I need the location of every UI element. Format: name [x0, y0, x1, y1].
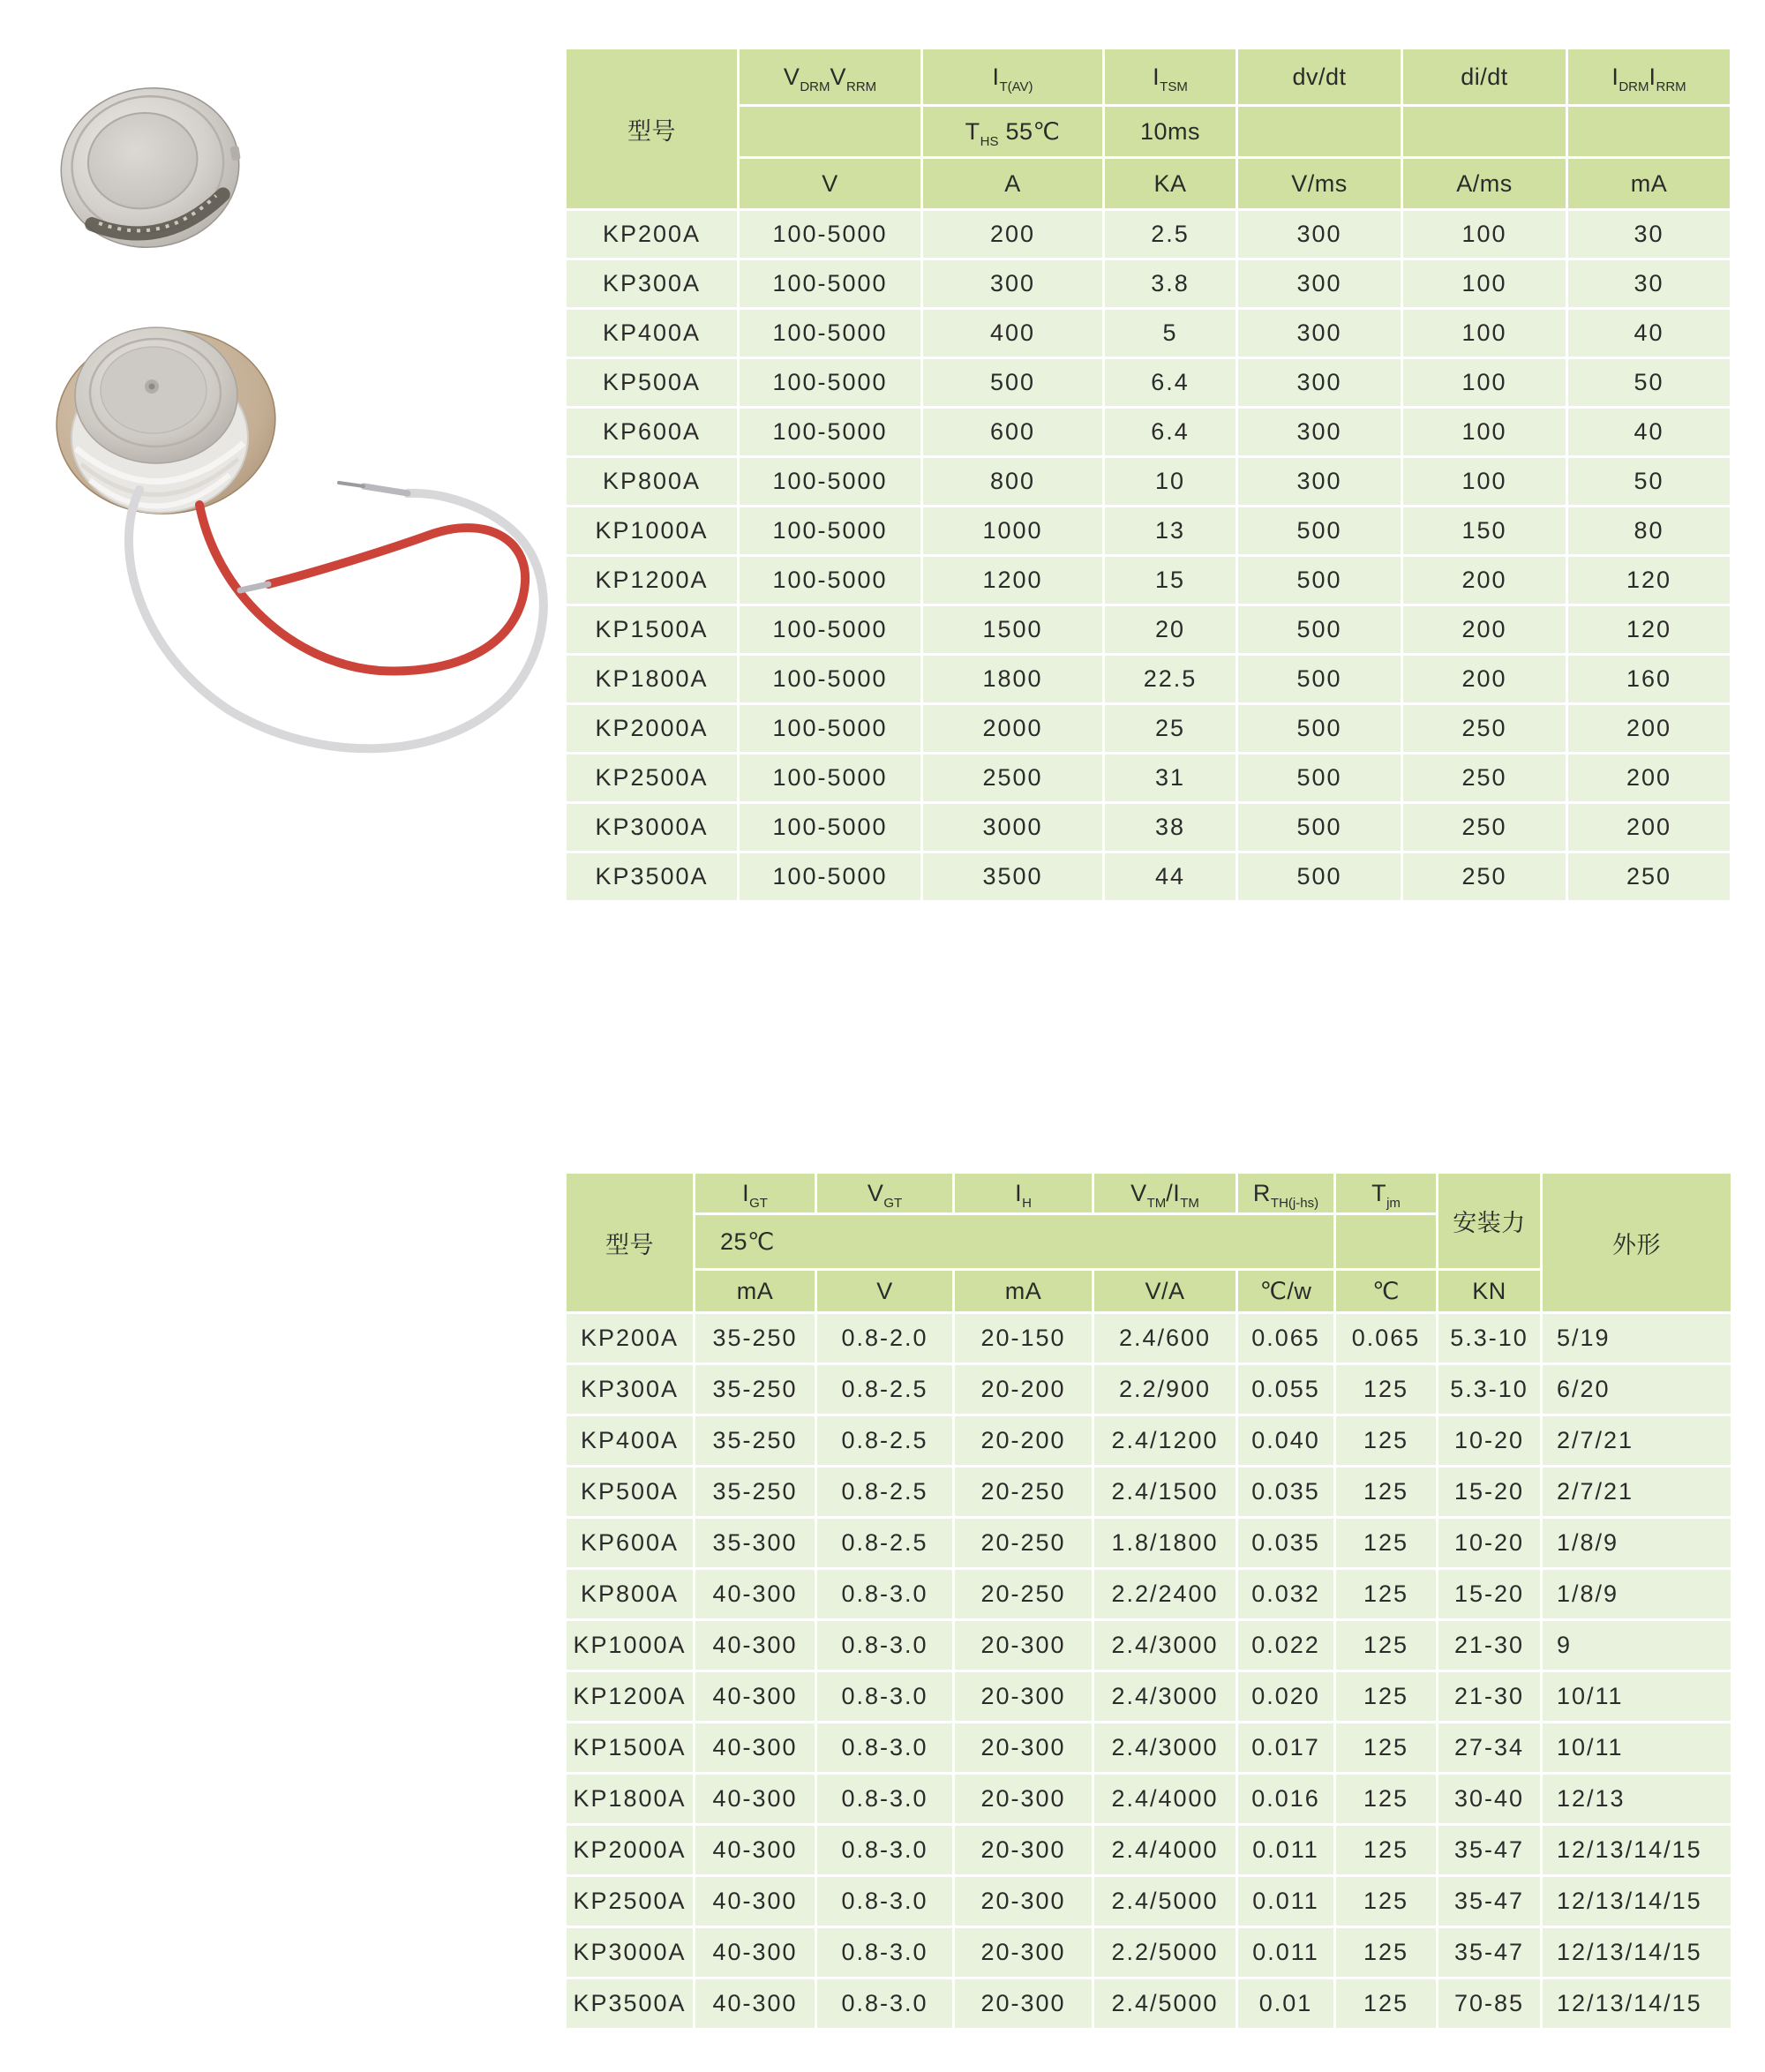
value-cell: 12/13/14/15 [1543, 1928, 1731, 1977]
value-cell: 2.4/4000 [1094, 1826, 1236, 1874]
value-cell: 6.4 [1105, 359, 1236, 406]
model-cell: KP800A [567, 458, 737, 505]
value-cell: 35-300 [695, 1519, 815, 1567]
value-cell: 1200 [923, 557, 1102, 604]
value-cell: 0.8-3.0 [817, 1672, 952, 1721]
value-cell: 20-200 [955, 1416, 1092, 1465]
value-cell: 0.8-2.5 [817, 1519, 952, 1567]
parameter-header: $V_{DRM}V_{RRM}$ [740, 49, 920, 104]
value-cell: 100-5000 [740, 853, 920, 900]
disc-thyristor-with-gate-leads-photo [26, 309, 574, 785]
value-cell: 100 [1403, 310, 1566, 357]
table-row [567, 310, 1730, 357]
table-row [567, 656, 1730, 702]
value-cell: 2.4/3000 [1094, 1723, 1236, 1772]
metal-disc-body [49, 75, 252, 260]
table-row [567, 1314, 1731, 1363]
value-cell: 125 [1336, 1775, 1436, 1823]
value-cell: 0.8-2.0 [817, 1314, 952, 1363]
value-cell: 2.2/900 [1094, 1365, 1236, 1414]
value-cell: 125 [1336, 1621, 1436, 1670]
unit-cell: V/A [1094, 1271, 1236, 1311]
value-cell: 2.4/5000 [1094, 1979, 1236, 2028]
value-cell: 1500 [923, 606, 1102, 653]
value-cell: 0.011 [1238, 1826, 1333, 1874]
value-cell: 40-300 [695, 1570, 815, 1618]
thyristor-main-ratings-table [564, 47, 1732, 903]
value-cell: 1/8/9 [1543, 1519, 1731, 1567]
value-cell: 125 [1336, 1416, 1436, 1465]
value-cell: 0.011 [1238, 1928, 1333, 1977]
value-cell: 0.8-3.0 [817, 1723, 952, 1772]
table-row [567, 1416, 1731, 1465]
parameter-header: $I_{DRM}I_{RRM}$ [1568, 49, 1730, 104]
value-cell: 125 [1336, 1979, 1436, 2028]
value-cell: 250 [1403, 804, 1566, 851]
value-cell: 250 [1568, 853, 1730, 900]
value-cell: 21-30 [1438, 1672, 1540, 1721]
value-cell: 20-300 [955, 1928, 1092, 1977]
value-cell: 2500 [923, 754, 1102, 801]
model-cell: KP300A [567, 1365, 693, 1414]
value-cell: 30 [1568, 260, 1730, 307]
value-cell: 100 [1403, 409, 1566, 455]
value-cell: 13 [1105, 507, 1236, 554]
value-cell: 35-250 [695, 1365, 815, 1414]
value-cell: 35-250 [695, 1314, 815, 1363]
value-cell: 600 [923, 409, 1102, 455]
unit-cell: mA [955, 1271, 1092, 1311]
value-cell: 125 [1336, 1468, 1436, 1516]
value-cell: 150 [1403, 507, 1566, 554]
value-cell: 400 [923, 310, 1102, 357]
model-cell: KP600A [567, 1519, 693, 1567]
metal-top-cap [75, 327, 237, 463]
condition-cell: $T_{HS}$ 55℃ [923, 107, 1102, 156]
value-cell: 10/11 [1543, 1723, 1731, 1772]
disc-thyristor-top-view-photo [49, 75, 252, 260]
value-cell: 10-20 [1438, 1519, 1540, 1567]
value-cell: 125 [1336, 1519, 1436, 1567]
unit-cell: V [740, 159, 920, 208]
value-cell: 2.5 [1105, 211, 1236, 258]
table-row [567, 705, 1730, 752]
value-cell: 15-20 [1438, 1468, 1540, 1516]
table-row [567, 804, 1730, 851]
value-cell: 100 [1403, 458, 1566, 505]
value-cell: 35-47 [1438, 1877, 1540, 1926]
value-cell: 6/20 [1543, 1365, 1731, 1414]
value-cell: 500 [1238, 507, 1401, 554]
value-cell: 2.4/3000 [1094, 1672, 1236, 1721]
table-row [567, 853, 1730, 900]
value-cell: 500 [1238, 754, 1401, 801]
value-cell: 300 [1238, 409, 1401, 455]
condition-cell [740, 107, 920, 156]
value-cell: 200 [923, 211, 1102, 258]
value-cell: 40-300 [695, 1672, 815, 1721]
value-cell: 0.8-3.0 [817, 1826, 952, 1874]
table-row [567, 507, 1730, 554]
value-cell: 31 [1105, 754, 1236, 801]
value-cell: 300 [1238, 260, 1401, 307]
table-row [567, 1621, 1731, 1670]
value-cell: 100-5000 [740, 507, 920, 554]
value-cell: 0.8-3.0 [817, 1877, 952, 1926]
wire-crimp-terminal [364, 486, 408, 493]
value-cell: 100-5000 [740, 359, 920, 406]
value-cell: 2.2/5000 [1094, 1928, 1236, 1977]
model-cell: KP500A [567, 1468, 693, 1516]
unit-cell: ℃ [1336, 1271, 1436, 1311]
value-cell: 70-85 [1438, 1979, 1540, 2028]
table-row [567, 1365, 1731, 1414]
value-cell: 20-150 [955, 1314, 1092, 1363]
value-cell: 125 [1336, 1672, 1436, 1721]
condition-cell: 25℃ [695, 1215, 1333, 1268]
value-cell: 20-300 [955, 1979, 1092, 2028]
value-cell: 1000 [923, 507, 1102, 554]
table-row [567, 1979, 1731, 2028]
model-cell: KP1000A [567, 1621, 693, 1670]
value-cell: 2/7/21 [1543, 1416, 1731, 1465]
value-cell: 40-300 [695, 1775, 815, 1823]
table-row [567, 359, 1730, 406]
parameter-header: $I_{TSM}$ [1105, 49, 1236, 104]
value-cell: 500 [923, 359, 1102, 406]
value-cell: 0.020 [1238, 1672, 1333, 1721]
table-row [567, 1775, 1731, 1823]
model-cell: KP1200A [567, 1672, 693, 1721]
value-cell: 300 [1238, 359, 1401, 406]
condition-cell [1403, 107, 1566, 156]
table-row [567, 260, 1730, 307]
value-cell: 50 [1568, 359, 1730, 406]
value-cell: 0.011 [1238, 1877, 1333, 1926]
mounting-force-header: 安装力 [1438, 1174, 1540, 1268]
outline-header: 外形 [1543, 1174, 1731, 1311]
model-cell: KP3500A [567, 853, 737, 900]
value-cell: 2.4/3000 [1094, 1621, 1236, 1670]
value-cell: 0.01 [1238, 1979, 1333, 2028]
condition-cell [1336, 1215, 1436, 1268]
value-cell: 80 [1568, 507, 1730, 554]
value-cell: 0.040 [1238, 1416, 1333, 1465]
value-cell: 20-250 [955, 1468, 1092, 1516]
model-cell: KP400A [567, 310, 737, 357]
value-cell: 10-20 [1438, 1416, 1540, 1465]
value-cell: 100-5000 [740, 754, 920, 801]
model-cell: KP1000A [567, 507, 737, 554]
table-row [567, 211, 1730, 258]
value-cell: 100-5000 [740, 458, 920, 505]
model-cell: KP2000A [567, 1826, 693, 1874]
table-row [567, 1570, 1731, 1618]
value-cell: 5/19 [1543, 1314, 1731, 1363]
value-cell: 44 [1105, 853, 1236, 900]
value-cell: 20-300 [955, 1723, 1092, 1772]
value-cell: 0.8-3.0 [817, 1621, 952, 1670]
value-cell: 0.022 [1238, 1621, 1333, 1670]
value-cell: 40-300 [695, 1928, 815, 1977]
value-cell: 20 [1105, 606, 1236, 653]
condition-cell [1238, 107, 1401, 156]
value-cell: 3000 [923, 804, 1102, 851]
value-cell: 20-300 [955, 1877, 1092, 1926]
value-cell: 20-200 [955, 1365, 1092, 1414]
value-cell: 100-5000 [740, 211, 920, 258]
parameter-header: di/dt [1403, 49, 1566, 104]
value-cell: 200 [1403, 557, 1566, 604]
value-cell: 40-300 [695, 1723, 815, 1772]
value-cell: 40-300 [695, 1826, 815, 1874]
red-gate-wire [199, 505, 525, 671]
value-cell: 100-5000 [740, 705, 920, 752]
value-cell: 38 [1105, 804, 1236, 851]
value-cell: 300 [1238, 211, 1401, 258]
value-cell: 100-5000 [740, 606, 920, 653]
value-cell: 0.8-2.5 [817, 1416, 952, 1465]
value-cell: 100 [1403, 359, 1566, 406]
value-cell: 0.8-2.5 [817, 1468, 952, 1516]
value-cell: 5.3-10 [1438, 1314, 1540, 1363]
table-row [567, 1877, 1731, 1926]
unit-cell: KN [1438, 1271, 1540, 1311]
value-cell: 20-300 [955, 1826, 1092, 1874]
value-cell: 40-300 [695, 1979, 815, 2028]
value-cell: 250 [1403, 705, 1566, 752]
model-cell: KP3000A [567, 804, 737, 851]
value-cell: 100-5000 [740, 557, 920, 604]
value-cell: 500 [1238, 557, 1401, 604]
value-cell: 30-40 [1438, 1775, 1540, 1823]
value-cell: 1/8/9 [1543, 1570, 1731, 1618]
value-cell: 3500 [923, 853, 1102, 900]
table-row [567, 1519, 1731, 1567]
model-column-header: 型号 [567, 1174, 693, 1311]
value-cell: 12/13 [1543, 1775, 1731, 1823]
value-cell: 125 [1336, 1365, 1436, 1414]
unit-cell: ℃/w [1238, 1271, 1333, 1311]
value-cell: 0.016 [1238, 1775, 1333, 1823]
value-cell: 800 [923, 458, 1102, 505]
parameter-header: $T_{jm}$ [1336, 1174, 1436, 1212]
value-cell: 100 [1403, 211, 1566, 258]
unit-cell: mA [1568, 159, 1730, 208]
value-cell: 2.4/4000 [1094, 1775, 1236, 1823]
model-cell: KP3500A [567, 1979, 693, 2028]
value-cell: 2.4/5000 [1094, 1877, 1236, 1926]
value-cell: 35-47 [1438, 1826, 1540, 1874]
parameter-header: $V_{TM}/I_{TM}$ [1094, 1174, 1236, 1212]
value-cell: 100 [1403, 260, 1566, 307]
value-cell: 100-5000 [740, 310, 920, 357]
value-cell: 100-5000 [740, 409, 920, 455]
model-cell: KP200A [567, 1314, 693, 1363]
model-cell: KP1800A [567, 656, 737, 702]
value-cell: 40-300 [695, 1621, 815, 1670]
gate-characteristics-table [564, 1171, 1733, 2031]
value-cell: 120 [1568, 557, 1730, 604]
value-cell: 2000 [923, 705, 1102, 752]
table-row [567, 1723, 1731, 1772]
value-cell: 1.8/1800 [1094, 1519, 1236, 1567]
value-cell: 125 [1336, 1877, 1436, 1926]
value-cell: 20-300 [955, 1672, 1092, 1721]
model-cell: KP200A [567, 211, 737, 258]
model-column-header: 型号 [567, 49, 737, 208]
value-cell: 1800 [923, 656, 1102, 702]
table-row [567, 557, 1730, 604]
condition-cell: 10ms [1105, 107, 1236, 156]
table-row [567, 1826, 1731, 1874]
model-cell: KP800A [567, 1570, 693, 1618]
value-cell: 300 [923, 260, 1102, 307]
model-cell: KP1500A [567, 1723, 693, 1772]
value-cell: 0.8-3.0 [817, 1570, 952, 1618]
table-row [567, 1672, 1731, 1721]
value-cell: 125 [1336, 1826, 1436, 1874]
value-cell: 100-5000 [740, 656, 920, 702]
value-cell: 0.8-3.0 [817, 1775, 952, 1823]
value-cell: 0.017 [1238, 1723, 1333, 1772]
value-cell: 12/13/14/15 [1543, 1877, 1731, 1926]
value-cell: 200 [1568, 804, 1730, 851]
model-cell: KP2500A [567, 754, 737, 801]
parameter-header: $I_{GT}$ [695, 1174, 815, 1212]
value-cell: 100-5000 [740, 260, 920, 307]
value-cell: 0.065 [1336, 1314, 1436, 1363]
unit-cell: mA [695, 1271, 815, 1311]
value-cell: 15 [1105, 557, 1236, 604]
value-cell: 300 [1238, 310, 1401, 357]
value-cell: 35-47 [1438, 1928, 1540, 1977]
value-cell: 0.8-3.0 [817, 1979, 952, 2028]
value-cell: 500 [1238, 804, 1401, 851]
value-cell: 22.5 [1105, 656, 1236, 702]
value-cell: 20-250 [955, 1519, 1092, 1567]
parameter-header: dv/dt [1238, 49, 1401, 104]
value-cell: 25 [1105, 705, 1236, 752]
value-cell: 21-30 [1438, 1621, 1540, 1670]
value-cell: 40 [1568, 310, 1730, 357]
value-cell: 2/7/21 [1543, 1468, 1731, 1516]
model-cell: KP1800A [567, 1775, 693, 1823]
model-cell: KP300A [567, 260, 737, 307]
wire-crimp-terminal [240, 584, 268, 590]
white-gate-wire [129, 483, 544, 748]
value-cell: 125 [1336, 1928, 1436, 1977]
value-cell: 5.3-10 [1438, 1365, 1540, 1414]
value-cell: 20-300 [955, 1621, 1092, 1670]
model-cell: KP2500A [567, 1877, 693, 1926]
value-cell: 10 [1105, 458, 1236, 505]
table-row [567, 606, 1730, 653]
value-cell: 2.4/1200 [1094, 1416, 1236, 1465]
model-cell: KP1500A [567, 606, 737, 653]
unit-cell: A [923, 159, 1102, 208]
value-cell: 2.2/2400 [1094, 1570, 1236, 1618]
unit-cell: V [817, 1271, 952, 1311]
value-cell: 12/13/14/15 [1543, 1979, 1731, 2028]
value-cell: 120 [1568, 606, 1730, 653]
unit-cell: V/ms [1238, 159, 1401, 208]
value-cell: 0.065 [1238, 1314, 1333, 1363]
value-cell: 500 [1238, 606, 1401, 653]
value-cell: 200 [1403, 606, 1566, 653]
parameter-header: $R_{TH(j-hs)}$ [1238, 1174, 1333, 1212]
value-cell: 2.4/1500 [1094, 1468, 1236, 1516]
value-cell: 250 [1403, 754, 1566, 801]
value-cell: 0.8-2.5 [817, 1365, 952, 1414]
parameter-header: $V_{GT}$ [817, 1174, 952, 1212]
value-cell: 200 [1403, 656, 1566, 702]
table-row [567, 1928, 1731, 1977]
parameter-header: $I_{T(AV)}$ [923, 49, 1102, 104]
value-cell: 125 [1336, 1570, 1436, 1618]
value-cell: 0.8-3.0 [817, 1928, 952, 1977]
value-cell: 200 [1568, 754, 1730, 801]
parameter-header: $I_H$ [955, 1174, 1092, 1212]
value-cell: 35-250 [695, 1416, 815, 1465]
table-row [567, 458, 1730, 505]
value-cell: 200 [1568, 705, 1730, 752]
value-cell: 15-20 [1438, 1570, 1540, 1618]
value-cell: 0.055 [1238, 1365, 1333, 1414]
model-cell: KP3000A [567, 1928, 693, 1977]
value-cell: 30 [1568, 211, 1730, 258]
value-cell: 40-300 [695, 1877, 815, 1926]
table-row [567, 754, 1730, 801]
value-cell: 5 [1105, 310, 1236, 357]
value-cell: 10/11 [1543, 1672, 1731, 1721]
table-row [567, 409, 1730, 455]
model-cell: KP500A [567, 359, 737, 406]
value-cell: 160 [1568, 656, 1730, 702]
value-cell: 40 [1568, 409, 1730, 455]
model-cell: KP2000A [567, 705, 737, 752]
value-cell: 0.035 [1238, 1519, 1333, 1567]
value-cell: 2.4/600 [1094, 1314, 1236, 1363]
value-cell: 300 [1238, 458, 1401, 505]
value-cell: 12/13/14/15 [1543, 1826, 1731, 1874]
model-cell: KP600A [567, 409, 737, 455]
unit-cell: KA [1105, 159, 1236, 208]
value-cell: 6.4 [1105, 409, 1236, 455]
value-cell: 250 [1403, 853, 1566, 900]
value-cell: 35-250 [695, 1468, 815, 1516]
value-cell: 50 [1568, 458, 1730, 505]
value-cell: 20-300 [955, 1775, 1092, 1823]
table-row [567, 1468, 1731, 1516]
model-cell: KP400A [567, 1416, 693, 1465]
unit-cell: A/ms [1403, 159, 1566, 208]
value-cell: 500 [1238, 656, 1401, 702]
value-cell: 500 [1238, 705, 1401, 752]
value-cell: 125 [1336, 1723, 1436, 1772]
value-cell: 20-250 [955, 1570, 1092, 1618]
value-cell: 27-34 [1438, 1723, 1540, 1772]
value-cell: 9 [1543, 1621, 1731, 1670]
value-cell: 100-5000 [740, 804, 920, 851]
model-cell: KP1200A [567, 557, 737, 604]
value-cell: 0.035 [1238, 1468, 1333, 1516]
value-cell: 0.032 [1238, 1570, 1333, 1618]
condition-cell [1568, 107, 1730, 156]
value-cell: 500 [1238, 853, 1401, 900]
value-cell: 3.8 [1105, 260, 1236, 307]
